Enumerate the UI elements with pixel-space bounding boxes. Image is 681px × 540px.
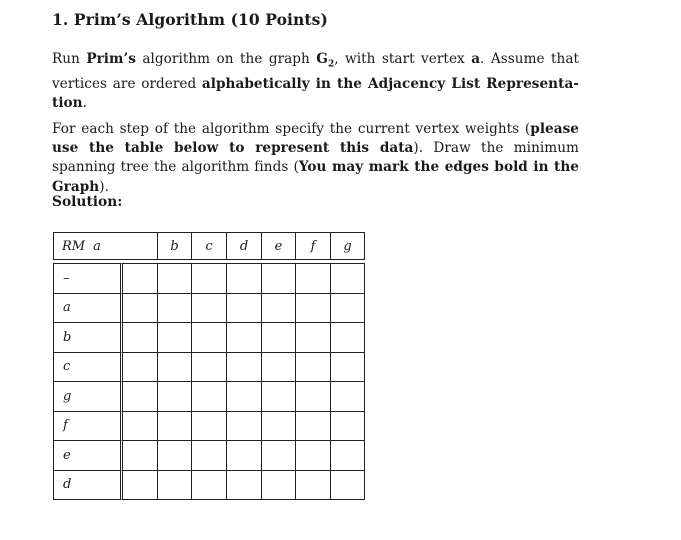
table-cell[interactable]: [158, 412, 192, 442]
table-cell[interactable]: [296, 323, 331, 353]
row-label: c: [53, 353, 123, 383]
table-cell[interactable]: [192, 294, 227, 324]
graph-name: $G_2$: [316, 51, 335, 70]
p2-text-3: ).: [99, 178, 109, 195]
table-cell[interactable]: [296, 471, 331, 501]
table-cell[interactable]: [158, 353, 192, 383]
table-cell[interactable]: [158, 323, 192, 353]
table-cell[interactable]: [192, 471, 227, 501]
table-header-row: [53, 232, 365, 260]
table-cell[interactable]: [262, 353, 296, 383]
p1-text-5: .: [82, 95, 87, 112]
table-cell[interactable]: [123, 471, 158, 501]
rm-label: RM: [62, 238, 86, 254]
p2-bold-edges: You may mark the edges bold in the Graph: [52, 159, 580, 195]
table-row: [53, 412, 365, 442]
column-header: b: [158, 232, 192, 260]
row-label: e: [53, 441, 123, 471]
table-cell[interactable]: [331, 441, 365, 471]
table-row: [53, 471, 365, 501]
table-cell[interactable]: [192, 412, 227, 442]
table-cell[interactable]: [296, 382, 331, 412]
table-corner-header: [53, 232, 158, 260]
table-cell[interactable]: [227, 263, 262, 294]
table-cell[interactable]: [123, 412, 158, 442]
row-label: f: [53, 412, 123, 442]
table-row: [53, 323, 365, 353]
table-cell[interactable]: [192, 323, 227, 353]
table-cell[interactable]: [158, 294, 192, 324]
p1-text-2: algorithm on the graph: [135, 51, 317, 67]
table-cell[interactable]: [158, 471, 192, 501]
table-cell[interactable]: [227, 441, 262, 471]
table-row: [53, 353, 365, 383]
table-cell[interactable]: [262, 441, 296, 471]
column-header: g: [331, 232, 365, 260]
row-label: –: [53, 263, 123, 294]
table-cell[interactable]: [296, 412, 331, 442]
p2-text-2: ). Draw the minimum spanning tree the algorithm finds (: [52, 140, 579, 176]
row-label: b: [53, 323, 123, 353]
table-cell[interactable]: [227, 323, 262, 353]
table-row: [53, 263, 365, 294]
table-cell[interactable]: [192, 263, 227, 294]
table-cell[interactable]: [158, 382, 192, 412]
table-cell[interactable]: [227, 353, 262, 383]
table-cell[interactable]: [123, 294, 158, 324]
p1-text-3: , with start vertex: [334, 51, 472, 67]
table-cell[interactable]: [262, 263, 296, 294]
p1-bold-prims: Prim’s: [86, 51, 136, 67]
solution-label: Solution:: [52, 194, 123, 210]
column-header: a: [93, 238, 101, 254]
table-cell[interactable]: [262, 471, 296, 501]
question-title: 1. Prim’s Algorithm (10 Points): [52, 10, 328, 29]
row-label: g: [53, 382, 123, 412]
table-row: [53, 382, 365, 412]
table-cell[interactable]: [296, 263, 331, 294]
p2-text-1: For each step of the algorithm specify the current vertex weights (: [52, 121, 531, 137]
table-cell[interactable]: [123, 441, 158, 471]
table-cell[interactable]: [158, 263, 192, 294]
column-header: d: [227, 232, 262, 260]
column-header: c: [192, 232, 227, 260]
table-cell[interactable]: [296, 353, 331, 383]
row-label: d: [53, 471, 123, 501]
table-cell[interactable]: [227, 294, 262, 324]
table-cell[interactable]: [123, 323, 158, 353]
table-cell[interactable]: [227, 471, 262, 501]
row-label: a: [53, 294, 123, 324]
table-row: [53, 294, 365, 324]
table-cell[interactable]: [331, 412, 365, 442]
instruction-paragraph-2: [52, 120, 579, 197]
rm-table: [53, 232, 365, 500]
table-cell[interactable]: [262, 382, 296, 412]
table-cell[interactable]: [262, 412, 296, 442]
start-vertex: a: [471, 51, 481, 67]
table-cell[interactable]: [331, 382, 365, 412]
p1-text-1: Run: [52, 51, 87, 67]
table-cell[interactable]: [296, 294, 331, 324]
table-cell[interactable]: [331, 294, 365, 324]
table-cell[interactable]: [192, 441, 227, 471]
table-cell[interactable]: [331, 471, 365, 501]
table-cell[interactable]: [192, 382, 227, 412]
table-cell[interactable]: [296, 441, 331, 471]
table-cell[interactable]: [331, 323, 365, 353]
table-cell[interactable]: [158, 441, 192, 471]
table-cell[interactable]: [262, 294, 296, 324]
table-cell[interactable]: [192, 353, 227, 383]
table-cell[interactable]: [123, 263, 158, 294]
column-header: e: [262, 232, 296, 260]
table-cell[interactable]: [262, 323, 296, 353]
table-cell[interactable]: [331, 353, 365, 383]
table-cell[interactable]: [227, 382, 262, 412]
column-header: f: [296, 232, 331, 260]
table-cell[interactable]: [123, 382, 158, 412]
table-cell[interactable]: [331, 263, 365, 294]
instruction-paragraph-1: [52, 50, 579, 113]
p2-bold-table: please use the table below to represent this data: [52, 121, 579, 157]
p1-text-4: . Assume that vertices are ordered: [52, 51, 580, 92]
p1-bold-adjacency: alphabetically in the Adjacency List Representa-tion: [52, 75, 579, 112]
table-cell[interactable]: [123, 353, 158, 383]
table-row: [53, 441, 365, 471]
table-cell[interactable]: [227, 412, 262, 442]
